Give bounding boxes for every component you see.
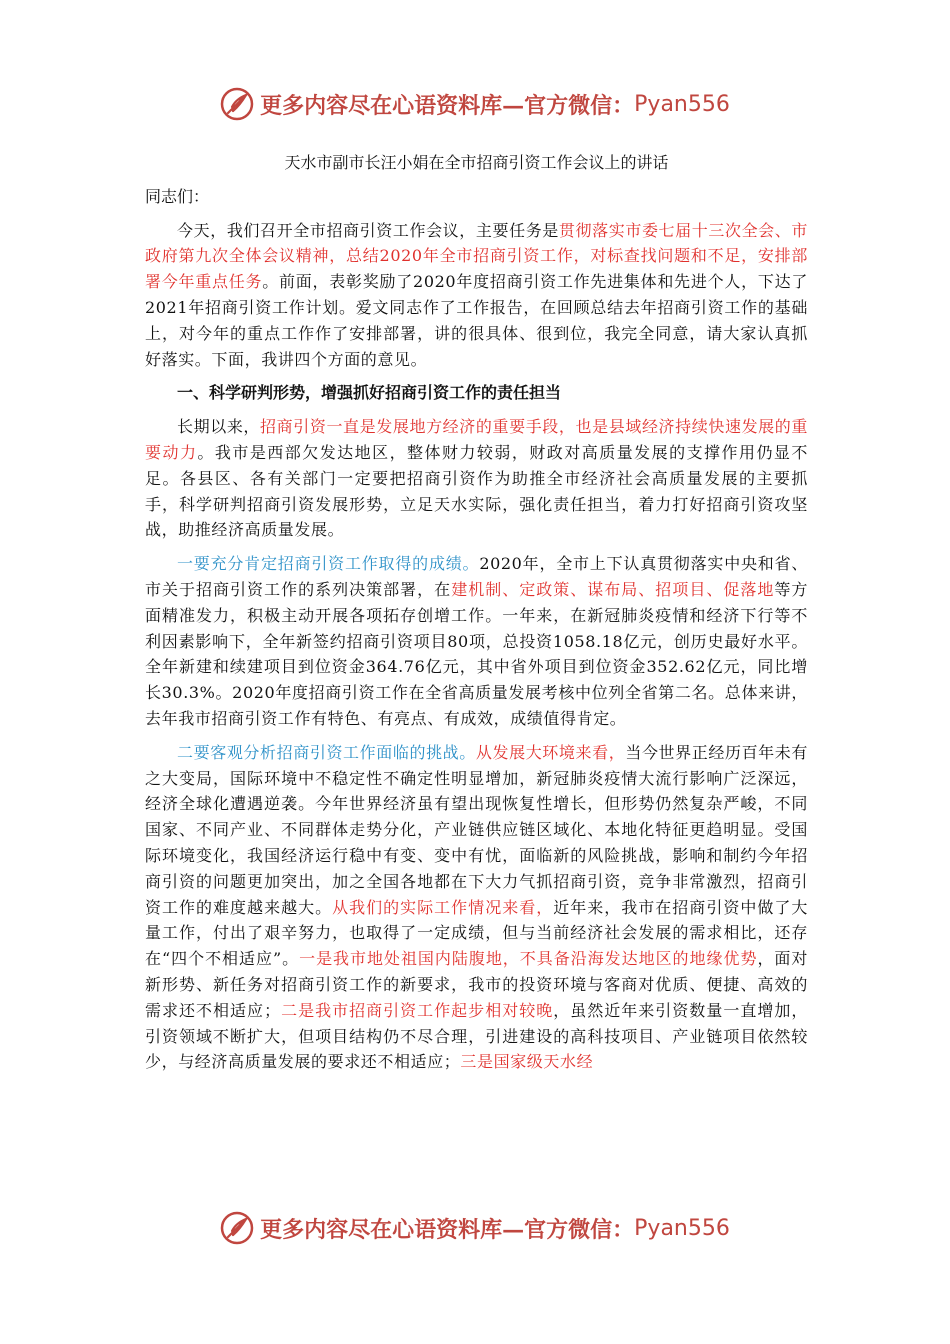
p2-text-c: 。我市是西部欠发达地区，整体财力较弱，财政对高质量发展的支撑作用仍显不足。各县区、各有关部门一定要把招商引资作为助推全市经济社会高质量发展的主要抓手，科学研判招商引资发展形势，立足天水实际，强化责任担当，着力打好招商引资攻坚战，助推经济高质量发展。 xyxy=(145,442,808,540)
section-heading-1: 一、科学研判形势，增强抓好招商引资工作的责任担当 xyxy=(177,383,562,403)
paragraph-2 xyxy=(145,414,808,543)
document-body xyxy=(145,150,808,1083)
p4-highlight-3: 一是我市地处祖国内陆腹地，不具备沿海发达地区的地缘优势 xyxy=(299,949,758,969)
quill-logo-icon xyxy=(220,1211,254,1245)
paragraph-4 xyxy=(145,740,808,1075)
p4-text-c: 当今世界正经历百年未有之大变局，国际环境中不稳定性不确定性明显增加，新冠肺炎疫情大流行影响广泛深远，经济全球化遭遇逆袭。今年世界经济虽有望出现恢复性增长，但形势仍然复杂严峻，不同国家、不同产业、不同群体走势分化，产业链供应链区域化、本地化特征更趋明显。受国际环境变化，我国经济运行稳中有变、变中有忧，面临新的风险挑战，影响和制约今年招商引资的问题更加突出，加之全国各地都在下大力气抓招商引资，竞争非常激烈，招商引资工作的难度越来越大。 xyxy=(145,742,808,917)
banner-wechat: Pyan556 xyxy=(634,1215,730,1241)
salutation: 同志们： xyxy=(145,186,210,206)
banner-separator: —官方微信： xyxy=(502,92,635,119)
p3-highlight: 建机制、定政策、谋布局、招项目、促落地 xyxy=(451,579,775,599)
p2-text-a: 长期以来， xyxy=(177,417,261,437)
p3-text-b: 2020年，全市上下认真贯彻落实中央和省、市关于招商引资工作的系列决策部署，在 xyxy=(145,554,808,599)
p1-text-a: 今天，我们召开全市招商引资工作会议，主要任务是 xyxy=(177,220,559,240)
banner-slogan: 更多内容尽在心语资料库 xyxy=(260,92,503,119)
p4-highlight-4: 二是我市招商引资工作起步相对较晚 xyxy=(280,1000,554,1020)
p4-lead: 二要客观分析招商引资工作面临的挑战。 xyxy=(177,742,476,762)
p1-highlight: 贯彻落实市委七届十三次全会、市政府第九次全体会议精神，总结2020年全市招商引资工作，对标查找问题和不足，安排部署今年重点任务 xyxy=(145,220,808,292)
paragraph-1 xyxy=(145,218,808,373)
p4-text-i: ，虽然近年来引资数量一直增加，引资领域不断扩大，但项目结构仍不尽合理，引进建设的高科技项目、产业链项目依然较少，与经济高质量发展的要求还不相适应； xyxy=(145,1000,808,1072)
p4-highlight-2: 从我们的实际工作情况来看， xyxy=(332,897,554,917)
banner-wechat: Pyan556 xyxy=(634,91,730,117)
p4-text-g: ，面对新形势、新任务对招商引资工作的新要求，我市的投资环境与客商对优质、便捷、高效的需求还不相适应； xyxy=(145,949,808,1020)
document-title: 天水市副市长汪小娟在全市招商引资工作会议上的讲话 xyxy=(284,153,669,172)
p4-highlight-5: 三是国家级天水经 xyxy=(460,1052,594,1072)
banner-slogan: 更多内容尽在心语资料库 xyxy=(260,1216,503,1243)
paragraph-3 xyxy=(145,551,808,732)
p3-text-d: 等方面精准发力，积极主动开展各项拓存创增工作。一年来，在新冠肺炎疫情和经济下行等不利因素影响下，全年新签约招商引资项目80项，总投资1058.18亿元，创历史最好水平。全年新建和续建项目到位资金364.76亿元，其中省外项目到位资金352.62亿元，同比增长30.3%。2020年度招商引资工作在全省高质量发展考核中位列全省第二名。总体来讲，去年我市招商引资工作有特色、有亮点、有成效，成绩值得肯定。 xyxy=(145,579,809,728)
banner-separator: —官方微信： xyxy=(502,1216,635,1243)
p1-text-c: 。前面，表彰奖励了2020年度招商引资工作先进集体和先进个人，下达了2021年招商引资工作计划。爱文同志作了工作报告，在回顾总结去年招商引资工作的基础上，对今年的重点工作作了安排部署，讲的很具体、很到位，我完全同意，请大家认真抓好落实。下面，我讲四个方面的意见。 xyxy=(145,272,808,369)
p3-lead: 一要充分肯定招商引资工作取得的成绩。 xyxy=(177,554,480,574)
bottom-banner xyxy=(0,1208,950,1248)
p4-highlight-1: 从发展大环境来看， xyxy=(475,742,626,762)
p2-highlight: 招商引资一直是发展地方经济的重要手段，也是县域经济持续快速发展的重要动力 xyxy=(145,417,808,462)
quill-logo-icon xyxy=(220,87,254,121)
top-banner xyxy=(0,84,950,124)
p4-text-e: 近年来，我市在招商引资中做了大量工作，付出了艰辛努力，也取得了一定成绩，但与当前经济社会发展的需求相比，还存在“四个不相适应”。 xyxy=(145,897,808,969)
